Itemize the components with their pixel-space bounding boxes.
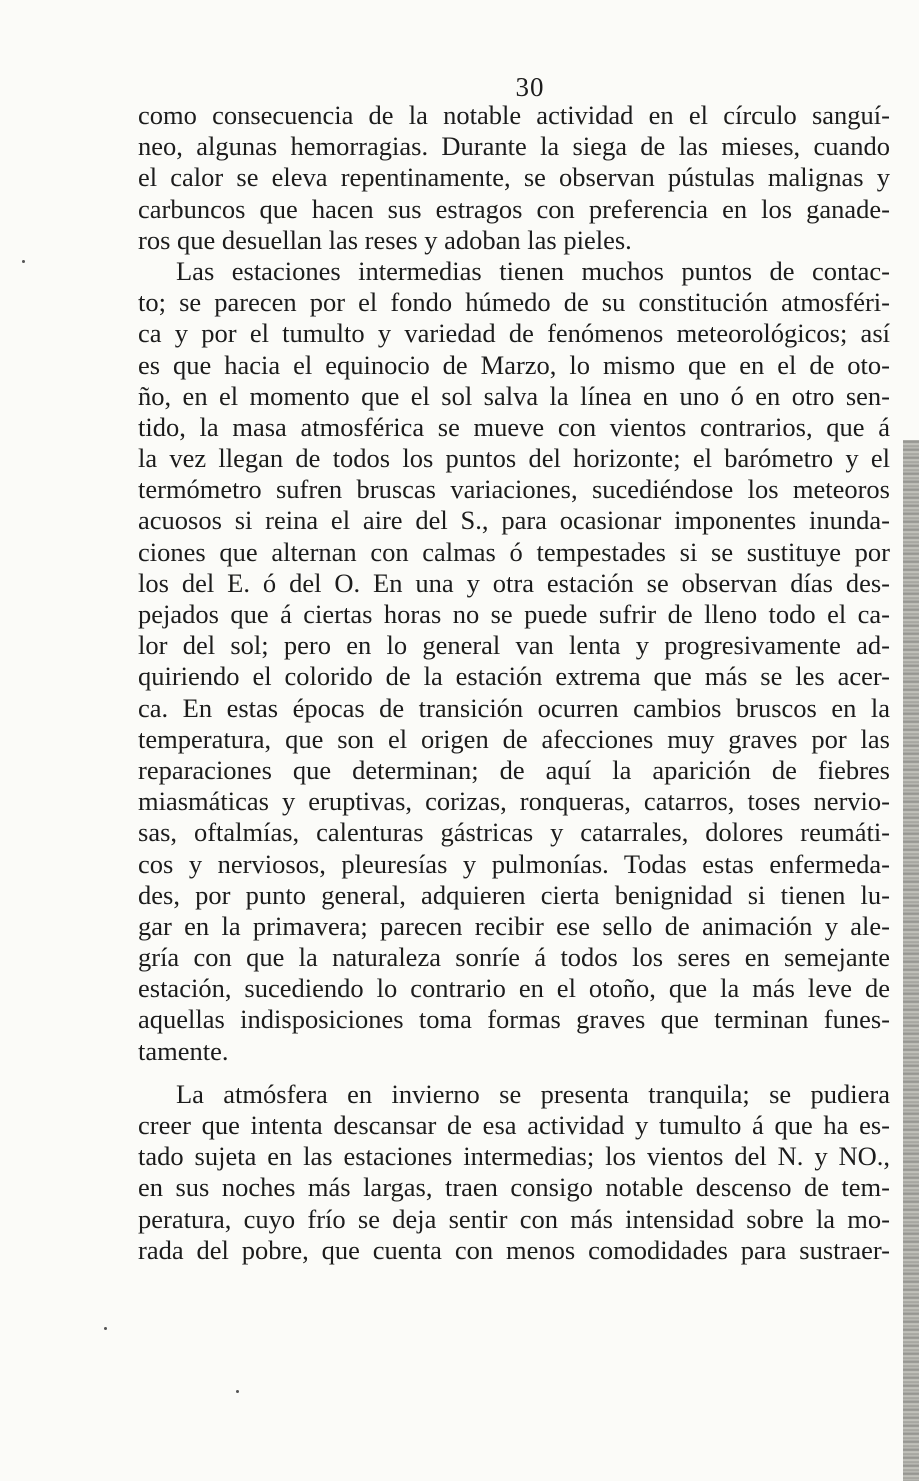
text-line: peratura, cuyo frío se deja sentir con más intensidad sobre la mo- [138,1203,890,1234]
text-line: en sus noches más largas, traen consigo notable descenso de tem- [138,1172,890,1203]
text-line: reparaciones que determinan; de aquí la aparición de fiebres [138,754,890,785]
text-line: rada del pobre, que cuenta con menos comodidades para sustraer- [138,1234,890,1265]
text-line: creer que intenta descansar de esa actividad y tumulto á que ha es- [138,1110,890,1140]
text-line: miasmáticas y eruptivas, corizas, ronqueras, catarros, toses nervio- [138,786,890,817]
text-line: ño, en el momento que el sol salva la línea en uno ó en otro sen- [138,380,890,411]
text-line: tido, la masa atmosférica se mueve con vientos contrarios, que á [138,411,890,442]
text-line: ca y por el tumulto y variedad de fenómenos meteorológicos; así [138,318,890,349]
text-line: des, por punto general, adquieren cierta benignidad si tienen lu- [138,879,890,910]
text-line: aquellas indisposiciones toma formas graves que terminan funes- [138,1004,890,1035]
text-line: carbuncos que hacen sus estragos con preferencia en los ganade- [138,193,890,224]
text-line: termómetro sufren bruscas variaciones, sucediéndose los meteoros [138,474,890,505]
text-line: es que hacia el equinocio de Marzo, lo mismo que en el de oto- [138,349,890,380]
text-line: el calor se eleva repentinamente, se observan pústulas malignas y [138,162,890,193]
text-line: los del E. ó del O. En una y otra estación se observan días des- [138,567,890,598]
paragraph-3 [138,1079,890,1266]
text-line: estación, sucediendo lo contrario en el otoño, que la más leve de [138,973,890,1004]
text-line: quiriendo el colorido de la estación extrema que más se les acer- [138,661,890,692]
text-line: sas, oftalmías, calenturas gástricas y catarrales, dolores reumáti- [138,817,890,848]
text-line: la vez llegan de todos los puntos del horizonte; el barómetro y el [138,443,890,474]
text-line: Las estaciones intermedias tienen muchos puntos de contac- [176,255,890,286]
text-line: gar en la primavera; parecen recibir ese sello de animación y ale- [138,910,890,941]
scan-speck [104,1327,107,1330]
text-line: to; se parecen por el fondo húmedo de su constitución atmosféri- [138,287,890,318]
text-line: tamente. [138,1035,229,1066]
scan-edge-shadow [903,440,919,1481]
text-line: temperatura, que son el origen de afecciones muy graves por las [138,723,890,754]
text-line: gría con que la naturaleza sonríe á todos los seres en semejante [138,942,890,973]
scan-speck [236,1390,239,1393]
paragraph-spacer [138,1067,890,1079]
text-line: lor del sol; pero en lo general van lenta y progresivamente ad- [138,630,890,661]
paragraph-1 [138,100,890,256]
text-line: acuosos si reina el aire del S., para ocasionar imponentes inunda- [138,505,890,536]
text-line: como consecuencia de la notable actividad en el círculo sanguí- [138,100,890,130]
text-line: La atmósfera en invierno se presenta tranquila; se pudiera [176,1078,890,1109]
text-line: ros que desuellan las reses y adoban las pieles. [138,224,632,255]
page-number: 30 [515,72,545,102]
text-line: cos y nerviosos, pleuresías y pulmonías. Todas estas enfermeda- [138,848,890,879]
text-line: neo, algunas hemorragias. Durante la siega de las mieses, cuando [138,131,890,162]
body-text [138,100,890,1266]
scan-speck [22,260,25,263]
text-line: ciones que alternan con calmas ó tempestades si se sustituye por [138,536,890,567]
text-line: pejados que á ciertas horas no se puede sufrir de lleno todo el ca- [138,599,890,629]
text-line: ca. En estas épocas de transición ocurren cambios bruscos en la [138,692,890,723]
paragraph-2 [138,256,890,1067]
text-line: tado sujeta en las estaciones intermedias; los vientos del N. y NO., [138,1141,890,1172]
